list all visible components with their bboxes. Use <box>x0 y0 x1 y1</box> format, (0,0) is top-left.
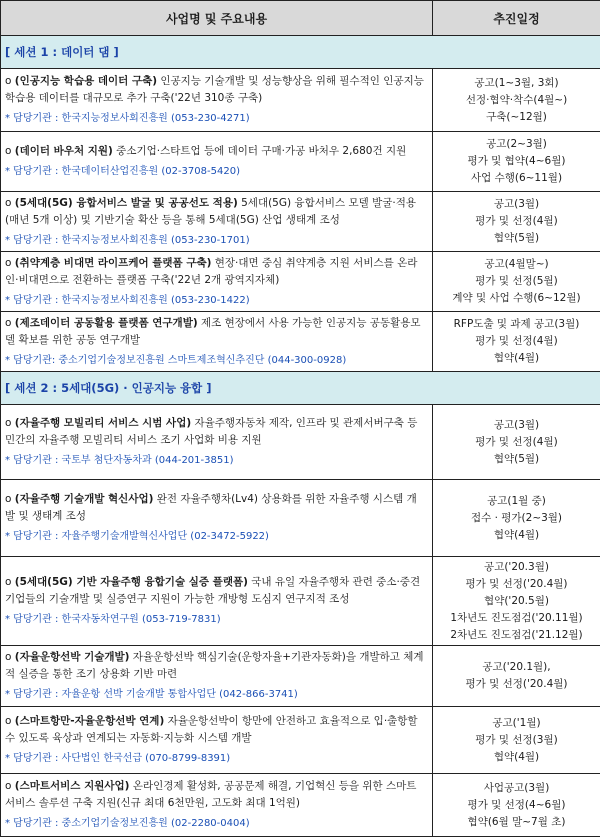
bullet: o <box>5 316 12 329</box>
schedule-line: 협약(4월) <box>493 352 540 364</box>
schedule-line: 사업 수행(6~11월) <box>470 172 563 184</box>
project-desc-text: 중소기업·스타트업 등에 데이터 구매·가공 바처우 2,680건 지원 <box>112 145 407 157</box>
project-title: (5세대(5G) 융합서비스 발굴 및 공공선도 적용) <box>14 196 238 209</box>
project-title: (자율주행 모빌리티 서비스 시범 사업) <box>14 417 192 429</box>
schedule-cell <box>433 405 600 480</box>
project-desc-text: 현장·대면 중심 취약계층 지원 서비스를 온라인·비대면으로 전환하는 플랫폼 구축('22년 2개 광역지자체) <box>5 256 418 286</box>
agency-contact: * 담당기관 : 자율주행기술개발혁신사업단 (02-3472-5922) <box>5 531 269 542</box>
schedule-line: 평가 및 선정(4월) <box>475 335 558 347</box>
project-title: (스마트항만-자율운항선박 연계) <box>14 715 165 727</box>
agency-contact: * 담당기관 : 자율운항 선박 기술개발 통합사업단 (042-866-3741) <box>5 689 298 700</box>
agency-contact: * 담당기관 : 한국자동차연구원 (053-719-7831) <box>5 614 221 625</box>
schedule-line: 공고(2~3월) <box>486 138 547 150</box>
table-row <box>1 312 600 372</box>
project-description <box>5 491 426 525</box>
col-header-schedule: 추진일정 <box>433 1 600 36</box>
schedule-cell <box>433 192 600 252</box>
table-header-row <box>1 1 600 36</box>
schedule-line: 협약(4월) <box>493 528 540 541</box>
agency-contact: * 담당기관 : 중소기업기술정보진흥원 (02-2280-0404) <box>5 818 250 829</box>
project-title: (5세대(5G) 기반 자율주행 융합기술 실증 플랫폼) <box>14 576 248 588</box>
table-row <box>1 69 600 132</box>
schedule-line: 공고('1월) <box>492 716 541 729</box>
bullet: o <box>5 417 12 429</box>
bullet: o <box>5 780 12 792</box>
schedule-cell <box>433 252 600 312</box>
bullet: o <box>5 75 12 87</box>
project-cell <box>1 312 433 372</box>
schedule-line: 2차년도 진도점검('21.12월) <box>450 628 583 641</box>
project-cell <box>1 405 433 480</box>
project-title: (취약계층 비대면 라이프케어 플랫폼 구축) <box>14 256 212 269</box>
section-label: [ 세션 2 : 5세대(5G) · 인공지능 융합 ] <box>1 372 600 405</box>
schedule-line: 공고(3월) <box>493 198 540 210</box>
table-row <box>1 192 600 252</box>
schedule-cell <box>433 69 600 132</box>
schedule-cell <box>433 707 600 774</box>
project-description <box>5 778 426 812</box>
schedule-line: 1차년도 진도점검('20.11월) <box>450 611 583 624</box>
project-desc-text: 제조 현장에서 사용 가능한 인공지능 공동활용모델 확보를 위한 공동 연구개발 <box>5 316 421 346</box>
project-title: (스마트서비스 지원사업) <box>14 780 130 792</box>
project-description <box>5 143 426 160</box>
table-row <box>1 707 600 774</box>
schedule-line: 공고(4월말~) <box>484 258 549 270</box>
project-cell <box>1 646 433 707</box>
table-row <box>1 132 600 192</box>
schedule-line: 평가 및 선정(4~6월) <box>467 798 566 811</box>
project-cell <box>1 480 433 557</box>
section-row <box>1 372 600 405</box>
project-desc-text: 자율운항선박 핵심기술(운항자율+기관자동화)을 개발하고 체계적 실증을 통한 조기 상용화 기반 마련 <box>5 651 424 680</box>
project-cell <box>1 132 433 192</box>
project-title: (데이터 바우처 지원) <box>14 145 113 157</box>
schedule-line: 구축(~12월) <box>486 110 547 123</box>
agency-contact: * 담당기관 : 사단법인 한국선급 (070-8799-8391) <box>5 753 231 764</box>
project-desc-text: 자율운항선박이 항만에 안전하고 효율적으로 입·출항할 수 있도록 육상과 연계되는 자동화·지능화 시스템 개발 <box>5 715 418 744</box>
schedule-cell <box>433 480 600 557</box>
schedule-cell <box>433 312 600 372</box>
schedule-cell <box>433 557 600 646</box>
schedule-cell <box>433 774 600 837</box>
schedule-line: 공고('20.3월) <box>484 560 549 573</box>
bullet: o <box>5 145 12 157</box>
table-row <box>1 646 600 707</box>
project-cell <box>1 557 433 646</box>
schedule-line: 평가 및 선정(4월) <box>475 435 558 448</box>
schedule-line: 협약(5월) <box>493 452 540 465</box>
schedule-line: 사업공고(3월) <box>483 781 550 794</box>
table-row <box>1 557 600 646</box>
schedule-line: 평가 및 선정(4월) <box>475 215 558 227</box>
project-description <box>5 415 426 449</box>
schedule-line: 협약('20.5월) <box>484 594 549 607</box>
bullet: o <box>5 196 12 209</box>
col-header-name: 사업명 및 주요내용 <box>1 1 433 36</box>
project-title: (인공지능 학습용 데이터 구축) <box>14 75 158 87</box>
project-title: (제조데이터 공동활용 플랫폼 연구개발) <box>14 316 198 329</box>
project-title: (자율주행 기술개발 혁신사업) <box>14 493 154 505</box>
project-description <box>5 315 426 349</box>
bullet: o <box>5 651 12 663</box>
section-label: [ 세션 1 : 데이터 댐 ] <box>1 36 600 69</box>
agency-contact: * 담당기관 : 한국지능정보사회진흥원 (053-230-4271) <box>5 113 250 124</box>
project-desc-text: 자율주행자동차 제작, 인프라 및 관제서버구축 등 민간의 자율주행 모빌리티 서비스 조기 사업화 비용 지원 <box>5 417 418 446</box>
project-desc-text: 5세대(5G) 융합서비스 모델 발굴·적용(매년 5개 이상) 및 기반기술 확산 등을 통해 5세대(5G) 산업 생태계 조성 <box>5 196 417 226</box>
project-desc-text: 인공지능 기술개발 및 성능향상을 위해 필수적인 인공지능 학습용 데이터를 대규모로 추가 구축('22년 310종 구축) <box>5 75 424 104</box>
section-row <box>1 36 600 69</box>
schedule-line: 공고('20.1월), <box>482 661 551 673</box>
schedule-line: RFP도출 및 과제 공고(3월) <box>453 318 580 330</box>
schedule-line: 협약(5월) <box>493 232 540 244</box>
bullet: o <box>5 715 12 727</box>
schedule-line: 협약(4월) <box>493 750 540 763</box>
schedule-line: 공고(3월) <box>493 418 540 431</box>
project-cell <box>1 252 433 312</box>
bullet: o <box>5 576 12 588</box>
project-cell <box>1 69 433 132</box>
project-description <box>5 713 426 747</box>
agency-contact: * 담당기관 : 국토부 첨단자동차과 (044-201-3851) <box>5 455 234 466</box>
project-cell <box>1 707 433 774</box>
schedule-line: 협약(6월 말~7월 초) <box>467 815 566 828</box>
schedule-line: 평가 및 선정(3월) <box>475 733 558 746</box>
bullet: o <box>5 256 12 269</box>
project-description <box>5 195 426 229</box>
agency-contact: * 담당기관 : 한국지능정보사회진흥원 (053-230-1701) <box>5 234 250 246</box>
project-desc-text: 온라인경제 활성화, 공공문제 해결, 기업혁신 등을 위한 스마트서비스 솔루션 구축 지원(신규 최대 6천만원, 고도화 최대 1억원) <box>5 780 417 809</box>
schedule-line: 공고(1~3월, 3회) <box>474 76 559 89</box>
project-title: (자율운항선박 기술개발) <box>14 651 130 663</box>
agency-contact: * 담당기관 : 한국지능정보사회진흥원 (053-230-1422) <box>5 294 250 306</box>
schedule-cell <box>433 646 600 707</box>
project-desc-text: 완전 자율주행차(Lv4) 상용화를 위한 자율주행 시스템 개발 및 생태계 조성 <box>5 493 417 522</box>
schedule-line: 접수 · 평가(2~3월) <box>470 511 563 524</box>
project-description <box>5 255 426 289</box>
schedule-line: 계약 및 사업 수행(6~12월) <box>452 292 581 304</box>
schedule-cell <box>433 132 600 192</box>
schedule-line: 평가 및 협약(4~6월) <box>467 155 566 167</box>
agency-contact: * 담당기관: 중소기업기술정보진흥원 스마트제조혁신추진단 (044-300-0928) <box>5 354 347 366</box>
project-description <box>5 73 426 107</box>
schedule-line: 평가 및 선정(5월) <box>475 275 558 287</box>
project-description <box>5 574 426 608</box>
agency-contact: * 담당기관 : 한국데이터산업진흥원 (02-3708-5420) <box>5 166 240 177</box>
schedule-line: 선정·협약·착수(4월~) <box>465 93 568 106</box>
table-row <box>1 774 600 837</box>
bullet: o <box>5 493 12 505</box>
table-row <box>1 480 600 557</box>
table-row <box>1 405 600 480</box>
project-description <box>5 649 426 683</box>
schedule-line: 공고(1월 중) <box>487 494 546 507</box>
schedule-line: 평가 및 선정('20.4월) <box>465 678 568 690</box>
table-row <box>1 252 600 312</box>
project-desc-text: 국내 유일 자율주행차 관련 중소·중견기업들의 기술개발 및 실증연구 지원이 가능한 개방형 도심지 연구지적 조성 <box>5 576 421 605</box>
schedule-line: 평가 및 선정('20.4월) <box>465 577 568 590</box>
project-cell <box>1 192 433 252</box>
project-cell <box>1 774 433 837</box>
